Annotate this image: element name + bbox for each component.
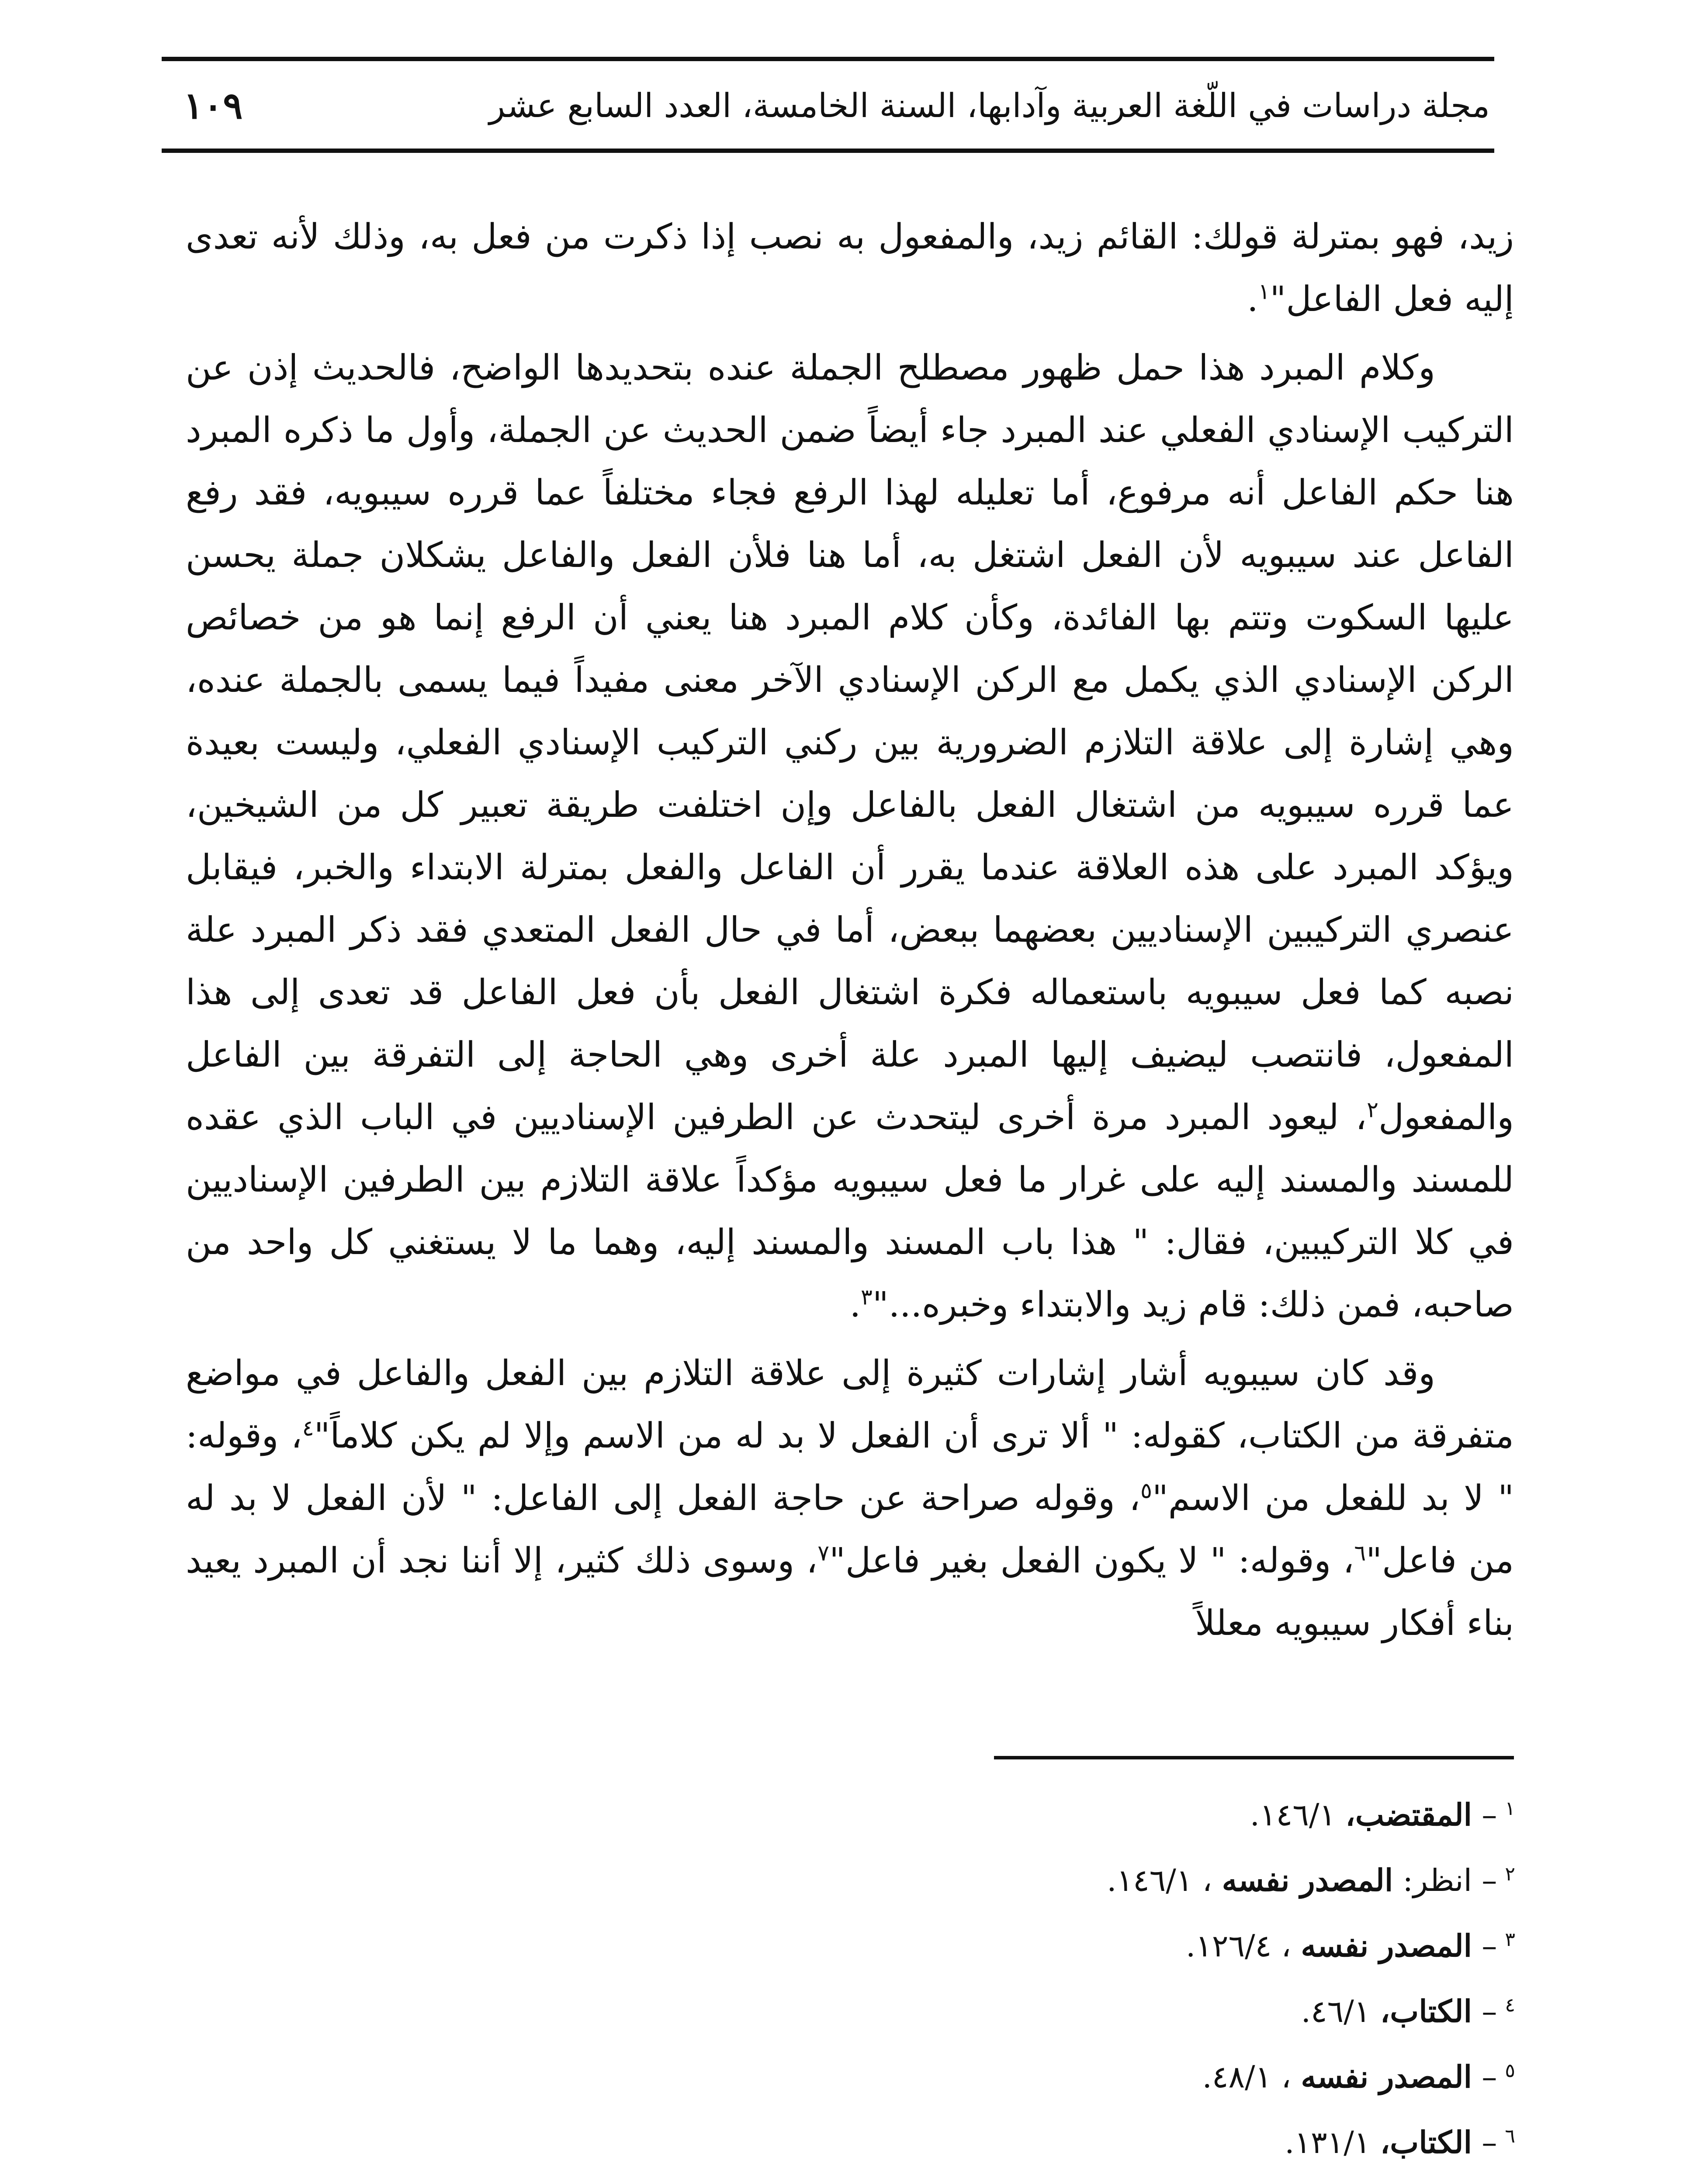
paragraph-2-text-a: وكلام المبرد هذا حمل ظهور مصطلح الجملة عنده بتحديدها الواضح، فالحديث إذن عن التركيب الإسنادي الفعلي عند المبرد جاء أيضاً ضمن الحديث عن الجملة، وأول ما ذكره المبرد هنا حكم الفاعل أنه مرفوع، أما تعليله لهذا الرفع فجاء مختلفاً عما قرره سيبويه، فقد رفع الفاعل عند سيبويه لأن الفعل اشتغل به، أما هنا فلأن الفعل والفاعل يشكلان جملة يحسن عليها السكوت وتتم بها الفائدة، وكأن كلام المبرد هنا يعني أن الرفع إنما هو من خصائص الركن الإسنادي الذي يكمل مع الركن الإسنادي الآخر معنى مفيداً فيما يسمى بالجملة عنده، وهي إشارة إلى علاقة التلازم الضرورية بين ركني التركيب الإسنادي الفعلي، وليست بعيدة عما قرره سيبويه من اشتغال الفعل بالفاعل وإن اختلفت طريقة تعبير كل من الشيخين، ويؤكد المبرد على هذه العلاقة عندما يقرر أن الفاعل والفعل بمترلة الابتداء والخبر، فيقابل عنصري التركيبين الإسناديين بعضهما ببعض، أما في حال الفعل المتعدي فقد ذكر المبرد علة نصبه كما فعل سيبويه باستعماله فكرة اشتغال الفعل بأن فعل الفاعل قد تعدى إلى هذا المفعول، فانتصب ليضيف إليها المبرد علة أخرى وهي الحاجة إلى التفرقة بين الفاعل والمفعول <box>186 347 1514 1137</box>
footnote-source: الكتاب، <box>1380 1993 1472 2029</box>
footnote-prefix: – <box>1472 2125 1497 2160</box>
page-number: ١٠٩ <box>184 84 243 127</box>
footnote-ref-2: ٢ <box>1367 1097 1378 1123</box>
footnote-item <box>685 2110 1515 2175</box>
footnote-item <box>685 2175 1515 2184</box>
footnote-reference: ، ٤٨/١. <box>1202 2059 1301 2095</box>
paragraph-3-text-d: ، وقوله: " لا يكون الفعل بغير فاعل" <box>829 1540 1354 1581</box>
footnote-prefix: – انظر: <box>1393 1863 1497 1898</box>
body-text <box>186 205 1514 1660</box>
footnote-reference: ٤٦/١. <box>1301 1994 1380 2029</box>
footnote-number: ٣ <box>1505 1928 1515 1951</box>
footnote-reference: ، ١٤٦/١. <box>1107 1863 1222 1898</box>
footnote-source: المصدر نفسه <box>1301 1928 1472 1964</box>
footnote-ref-3: ٣ <box>861 1284 873 1310</box>
paragraph-3-text-b: ، وقوله: " لا بد للفعل من الاسم" <box>186 1415 1514 1518</box>
paragraph-2-text-b: ، ليعود المبرد مرة أخرى ليتحدث عن الطرفين الإسناديين في الباب الذي عقده للمسند والمسند إليه على غرار ما فعل سيبويه مؤكداً علاقة التلازم بين الطرفين الإسناديين في كلا التركيبين، فقال: " هذا باب المسند والمسند إليه، وهما ما لا يستغني كل واحد من صاحبه، فمن ذلك: قام زيد والابتداء وخبره..." <box>186 1097 1514 1325</box>
footnote-reference: ، ١٢٦/٤. <box>1186 1928 1301 1964</box>
footnote-prefix: – <box>1472 1994 1497 2029</box>
journal-title: مجلة دراسات في اللّغة العربية وآدابها، السنة الخامسة، العدد السابع عشر <box>489 86 1490 125</box>
footnote-reference: ١٣١/١. <box>1285 2125 1380 2160</box>
footnotes-list <box>685 1782 1515 2184</box>
paragraph-1-text: زيد، فهو بمترلة قولك: القائم زيد، والمفعول به نصب إذا ذكرت من فعل به، وذلك لأنه تعدى إليه فعل الفاعل" <box>186 216 1514 319</box>
running-header <box>162 57 1494 157</box>
footnote-prefix: – <box>1472 1928 1497 1964</box>
paragraph-3-text-a: وقد كان سيبويه أشار إشارات كثيرة إلى علاقة التلازم بين الفعل والفاعل في مواضع متفرقة من الكتاب، كقوله: " ألا ترى أن الفعل لا بد له من الاسم وإلا لم يكن كلاماً" <box>186 1353 1514 1456</box>
paragraph-3-text-c: ، وقوله صراحة عن حاجة الفعل إلى الفاعل: " لأن الفعل لا بد له من فاعل" <box>186 1478 1514 1581</box>
paragraph-1 <box>186 205 1514 330</box>
footnote-number: ٥ <box>1505 2059 1515 2082</box>
footnote-item <box>685 2044 1515 2110</box>
footnote-source: المصدر نفسه <box>1222 1862 1393 1898</box>
footnote-prefix: – <box>1472 2059 1497 2095</box>
footnote-ref-4: ٤ <box>302 1415 314 1441</box>
footnote-item <box>685 1848 1515 1913</box>
footnote-ref-1: ١ <box>1258 279 1270 304</box>
paragraph-2-end: . <box>849 1284 861 1325</box>
footnote-ref-5: ٥ <box>1140 1478 1152 1503</box>
footnote-number: ٦ <box>1505 2125 1515 2147</box>
footnote-item <box>685 1979 1515 2044</box>
footnote-ref-7: ٧ <box>817 1540 830 1566</box>
paragraph-1-end: . <box>1247 279 1258 319</box>
footnote-number: ٢ <box>1505 1863 1515 1885</box>
header-bottom-rule <box>162 149 1494 153</box>
paragraph-3 <box>186 1342 1514 1654</box>
footnote-reference: ١٤٦/١. <box>1250 1797 1346 1833</box>
footnote-source: الكتاب، <box>1380 2124 1472 2160</box>
footnote-source: المصدر نفسه <box>1301 2059 1472 2095</box>
footnote-separator <box>994 1756 1514 1759</box>
footnote-source: المقتضب، <box>1345 1797 1472 1833</box>
footnote-item <box>685 1913 1515 1979</box>
footnote-ref-6: ٦ <box>1354 1540 1366 1566</box>
footnote-item <box>685 1782 1515 1848</box>
footnote-prefix: – <box>1472 1797 1497 1833</box>
paragraph-3-text-e: ، وسوى ذلك كثير، إلا أننا نجد أن المبرد يعيد بناء أفكار سيبويه معللاً <box>186 1540 1514 1643</box>
header-top-rule <box>162 57 1494 61</box>
footnote-number: ١ <box>1505 1797 1515 1820</box>
footnote-number: ٤ <box>1505 1994 1515 2016</box>
paragraph-2 <box>186 336 1514 1336</box>
